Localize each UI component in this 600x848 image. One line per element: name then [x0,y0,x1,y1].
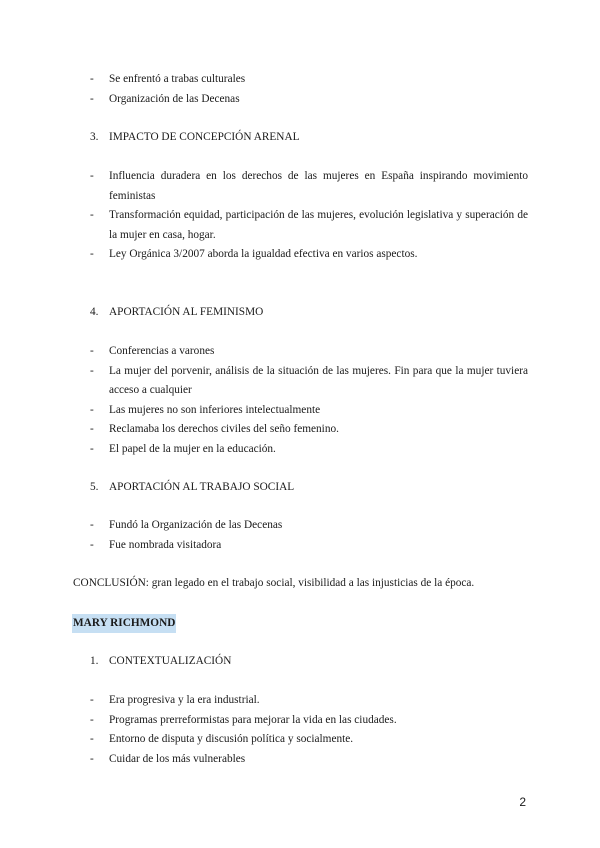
list-item [90,362,528,401]
list-item [90,516,528,536]
list-item [90,420,528,440]
bullet-dash: - [90,170,94,182]
bullet-dash: - [90,209,94,221]
section-4-bullets [90,342,528,459]
bullet-dash: - [90,92,94,105]
list-item [90,750,528,770]
list-item-text: Las mujeres no son inferiores intelectualmente [109,403,321,416]
list-item [90,401,528,421]
list-item [90,245,528,265]
section-number: 5. [90,481,99,493]
section-number: 4. [90,306,99,318]
list-item-text: Influencia duradera en los derechos de las mujeres en España inspirando movimiento feministas [109,170,528,202]
list-item-text: Conferencias a varones [109,345,215,357]
list-item-text: Entorno de disputa y discusión política y socialmente. [109,733,354,745]
bullet-dash: - [90,752,94,765]
list-item-text: Cuidar de los más vulnerables [109,752,246,765]
list-item-text: Ley Orgánica 3/2007 aborda la igualdad efectiva en varios aspectos. [109,248,418,260]
list-item-text: La mujer del porvenir, análisis de la situación de las mujeres. Fin para que la mujer tuviera acceso a cualquier [109,364,528,396]
bullet-dash: - [90,364,94,377]
list-item-text: Se enfrentó a trabas culturales [109,73,246,85]
top-bullet-list [90,70,528,109]
section-3-heading [90,128,300,147]
bullet-dash: - [90,423,94,435]
list-item [90,70,528,90]
bullet-dash: - [90,538,94,551]
page-number: 2 [519,795,526,809]
list-item [90,691,528,711]
list-item-text: Transformación equidad, participación de las mujeres, evolución legislativa y superación de la mujer en casa, hogar. [109,209,528,241]
conclusion-text: CONCLUSIÓN: gran legado en el trabajo social, visibilidad a las injusticias de la época. [73,577,475,589]
section-number: 1. [90,655,99,667]
bullet-dash: - [90,73,94,85]
section-5-heading [90,478,294,497]
list-item-text: Fundó la Organización de las Decenas [109,519,283,531]
list-item [90,711,528,731]
section-number: 3. [90,131,99,143]
bullet-dash: - [90,519,94,531]
section-title: APORTACIÓN AL FEMINISMO [109,306,264,318]
bullet-dash: - [90,733,94,745]
list-item [90,440,528,460]
bullet-dash: - [90,442,94,455]
bullet-dash: - [90,694,94,706]
list-item [90,730,528,750]
bullet-dash: - [90,345,94,357]
list-item [90,167,528,206]
list-item-text: Fue nombrada visitadora [109,538,222,551]
list-item [90,90,528,110]
section-title: APORTACIÓN AL TRABAJO SOCIAL [109,481,295,493]
bullet-dash: - [90,713,94,726]
section-title: IMPACTO DE CONCEPCIÓN ARENAL [109,131,300,143]
person-heading: MARY RICHMOND [72,614,176,633]
list-item [90,536,528,556]
bullet-dash: - [90,248,94,260]
list-item-text: El papel de la mujer en la educación. [109,442,276,455]
bullet-dash: - [90,403,94,416]
section-3-bullets [90,167,528,265]
list-item [90,342,528,362]
section-4-heading [90,303,263,322]
list-item-text: Programas prerreformistas para mejorar la vida en las ciudades. [109,713,397,726]
section-1-heading [90,652,231,671]
list-item [90,206,528,245]
list-item-text: Organización de las Decenas [109,92,240,105]
section-1-bullets [90,691,528,769]
list-item-text: Era progresiva y la era industrial. [109,694,260,706]
list-item-text: Reclamaba los derechos civiles del seño femenino. [109,423,339,435]
section-title: CONTEXTUALIZACIÓN [109,655,232,667]
section-5-bullets [90,516,528,555]
